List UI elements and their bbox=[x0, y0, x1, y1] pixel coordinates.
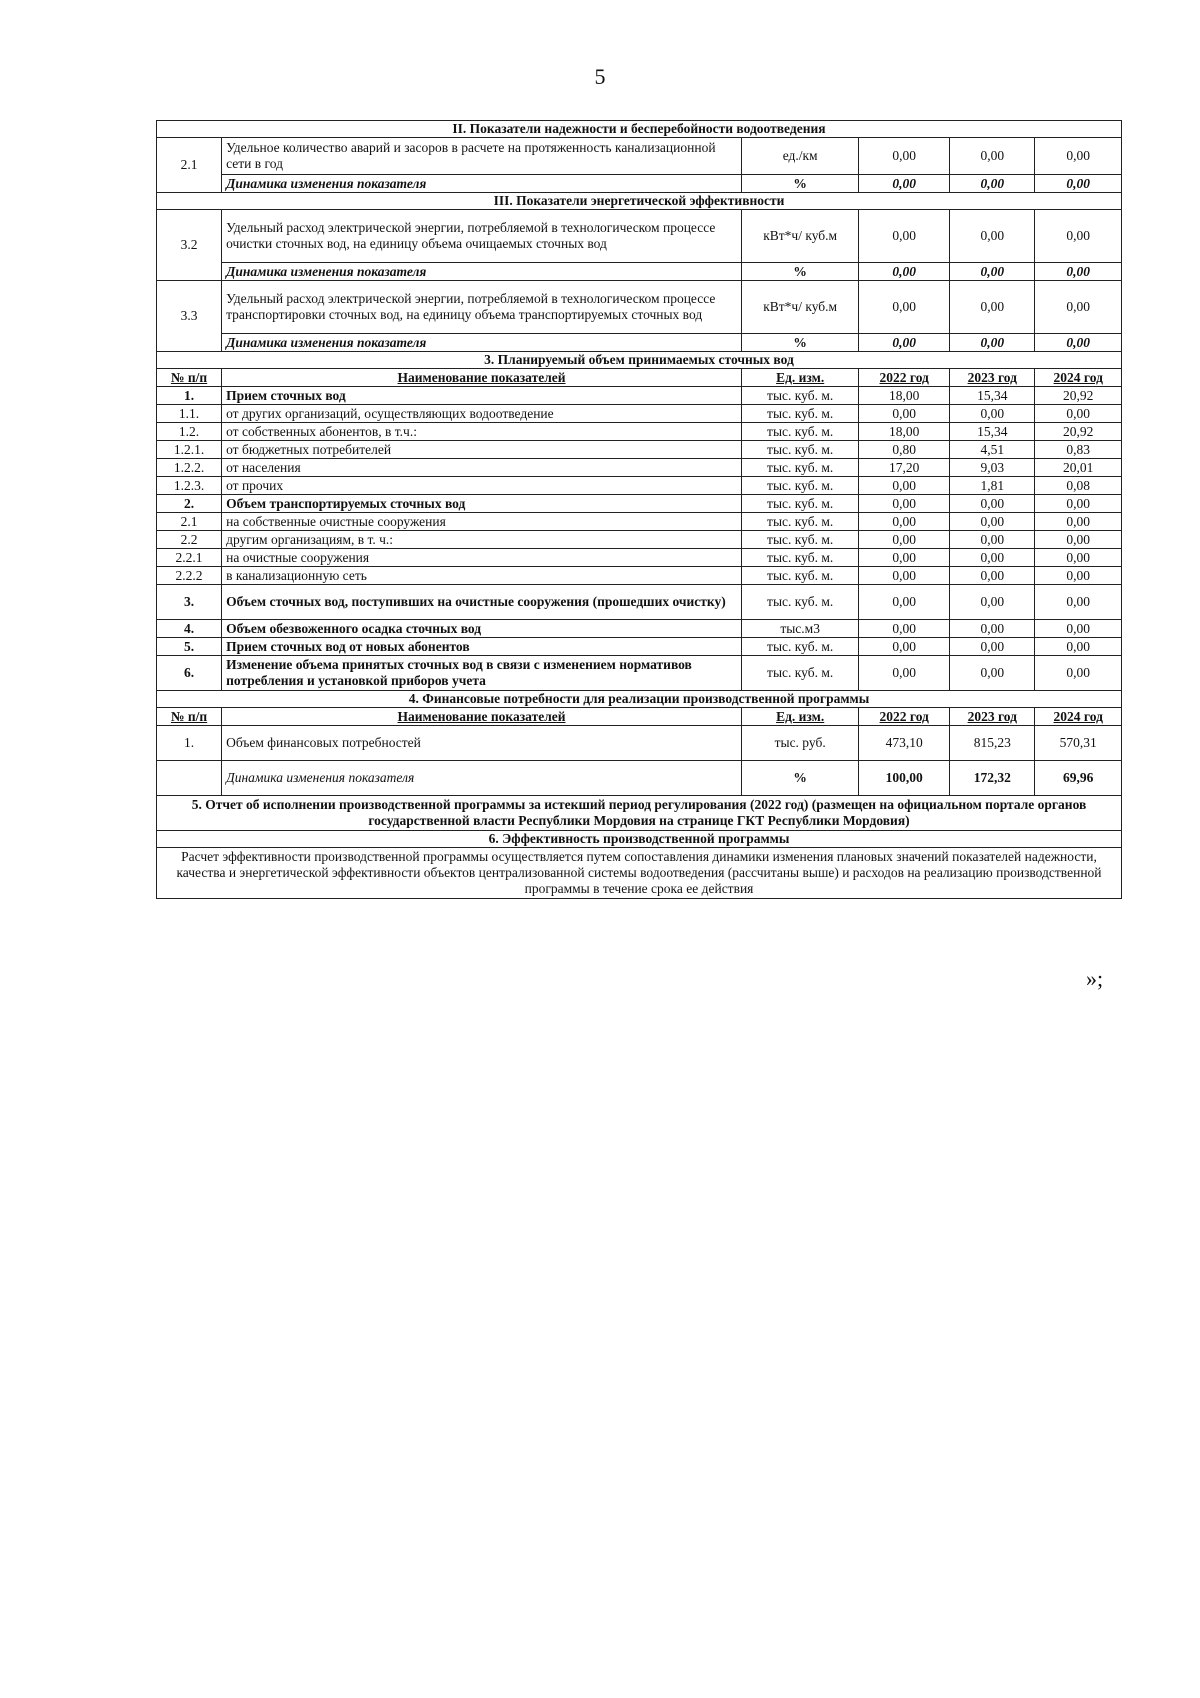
indicator-name: Объем финансовых потребностей bbox=[222, 726, 742, 761]
indicator-name: Удельное количество аварий и засоров в расчете на протяженность канализационной сети в год bbox=[222, 138, 742, 175]
row-number: 1.2.2. bbox=[157, 459, 222, 477]
value-2022: 0,00 bbox=[859, 263, 950, 281]
row-number: 4. bbox=[157, 620, 222, 638]
row-number: 2.1 bbox=[157, 513, 222, 531]
volume-header-row bbox=[157, 369, 1122, 387]
row-number: 2.2 bbox=[157, 531, 222, 549]
value-2024: 0,00 bbox=[1035, 585, 1122, 620]
value-2024: 0,00 bbox=[1035, 405, 1122, 423]
value-2023: 1,81 bbox=[950, 477, 1035, 495]
section-reliability bbox=[157, 121, 1122, 138]
unit-cell: ед./км bbox=[741, 138, 858, 175]
unit-cell: тыс. куб. м. bbox=[741, 441, 858, 459]
header-num: № п/п bbox=[157, 708, 222, 726]
indicator-name: от бюджетных потребителей bbox=[222, 441, 742, 459]
indicator-name: Объем сточных вод, поступивших на очистные сооружения (прошедших очистку) bbox=[222, 585, 742, 620]
indicator-name: Прием сточных вод от новых абонентов bbox=[222, 638, 742, 656]
unit-cell: тыс. куб. м. bbox=[741, 459, 858, 477]
header-unit: Ед. изм. bbox=[741, 708, 858, 726]
value-2024: 20,92 bbox=[1035, 423, 1122, 441]
empty-cell bbox=[157, 761, 222, 796]
page-number: 5 bbox=[594, 64, 606, 89]
table-row bbox=[157, 459, 1122, 477]
program-table bbox=[156, 120, 1122, 899]
value-2022: 0,00 bbox=[859, 495, 950, 513]
table-row bbox=[157, 513, 1122, 531]
value-2024: 0,08 bbox=[1035, 477, 1122, 495]
header-y2023: 2023 год bbox=[950, 369, 1035, 387]
unit-cell: тыс. куб. м. bbox=[741, 405, 858, 423]
closing-quote-mark: »; bbox=[1086, 966, 1104, 991]
dynamics-row bbox=[157, 175, 1122, 193]
indicator-name: Удельный расход электрической энергии, потребляемой в технологическом процессе транспортировки сточных вод, на единицу объема транспортируемых сточных вод bbox=[222, 281, 742, 334]
row-number: 1.1. bbox=[157, 405, 222, 423]
section-reliability-title: II. Показатели надежности и бесперебойности водоотведения bbox=[157, 121, 1122, 138]
value-2024: 0,00 bbox=[1035, 656, 1122, 691]
value-2023: 0,00 bbox=[950, 263, 1035, 281]
table-row bbox=[157, 567, 1122, 585]
value-2023: 0,00 bbox=[950, 549, 1035, 567]
table-row bbox=[157, 620, 1122, 638]
unit-cell: тыс. куб. м. bbox=[741, 423, 858, 441]
value-2023: 172,32 bbox=[950, 761, 1035, 796]
header-y2024: 2024 год bbox=[1035, 708, 1122, 726]
section-report-title: 5. Отчет об исполнении производственной программы за истекший период регулирования (2022 год) (размещен на официальном портале органов государственной власти Республики Мордовия на странице ГКТ Республики Мордовия) bbox=[157, 796, 1122, 831]
unit-cell: тыс. куб. м. bbox=[741, 549, 858, 567]
value-2023: 0,00 bbox=[950, 620, 1035, 638]
table-row bbox=[157, 585, 1122, 620]
value-2022: 18,00 bbox=[859, 423, 950, 441]
indicator-name: Изменение объема принятых сточных вод в связи с изменением нормативов потребления и установкой приборов учета bbox=[222, 656, 742, 691]
unit-cell: тыс.м3 bbox=[741, 620, 858, 638]
unit-cell: % bbox=[741, 175, 858, 193]
dynamics-row bbox=[157, 334, 1122, 352]
value-2024: 0,00 bbox=[1035, 531, 1122, 549]
value-2022: 100,00 bbox=[859, 761, 950, 796]
unit-cell: кВт*ч/ куб.м bbox=[741, 210, 858, 263]
table-row bbox=[157, 656, 1122, 691]
value-2024: 69,96 bbox=[1035, 761, 1122, 796]
row-number: 3.3 bbox=[157, 281, 222, 352]
indicator-name: Объем транспортируемых сточных вод bbox=[222, 495, 742, 513]
value-2023: 0,00 bbox=[950, 138, 1035, 175]
row-number: 6. bbox=[157, 656, 222, 691]
dynamics-row bbox=[157, 263, 1122, 281]
value-2024: 0,83 bbox=[1035, 441, 1122, 459]
value-2023: 815,23 bbox=[950, 726, 1035, 761]
value-2022: 0,00 bbox=[859, 513, 950, 531]
efficiency-text-row bbox=[157, 848, 1122, 899]
value-2022: 0,00 bbox=[859, 138, 950, 175]
row-number: 3. bbox=[157, 585, 222, 620]
value-2022: 17,20 bbox=[859, 459, 950, 477]
header-name: Наименование показателей bbox=[222, 708, 742, 726]
row-number: 1.2.3. bbox=[157, 477, 222, 495]
table-row bbox=[157, 423, 1122, 441]
indicator-name: в канализационную сеть bbox=[222, 567, 742, 585]
dynamics-row bbox=[157, 761, 1122, 796]
value-2022: 0,00 bbox=[859, 620, 950, 638]
value-2024: 0,00 bbox=[1035, 549, 1122, 567]
indicator-name: от населения bbox=[222, 459, 742, 477]
value-2022: 0,00 bbox=[859, 585, 950, 620]
table-row bbox=[157, 726, 1122, 761]
value-2023: 0,00 bbox=[950, 210, 1035, 263]
row-number: 2. bbox=[157, 495, 222, 513]
header-name: Наименование показателей bbox=[222, 369, 742, 387]
value-2023: 0,00 bbox=[950, 334, 1035, 352]
dynamics-label: Динамика изменения показателя bbox=[222, 761, 742, 796]
value-2023: 4,51 bbox=[950, 441, 1035, 459]
value-2023: 9,03 bbox=[950, 459, 1035, 477]
value-2024: 0,00 bbox=[1035, 495, 1122, 513]
value-2023: 0,00 bbox=[950, 175, 1035, 193]
value-2022: 0,00 bbox=[859, 549, 950, 567]
header-num: № п/п bbox=[157, 369, 222, 387]
value-2023: 15,34 bbox=[950, 387, 1035, 405]
unit-cell: тыс. куб. м. bbox=[741, 656, 858, 691]
section-finance bbox=[157, 691, 1122, 708]
unit-cell: тыс. куб. м. bbox=[741, 567, 858, 585]
table-row bbox=[157, 281, 1122, 334]
table-row bbox=[157, 531, 1122, 549]
value-2022: 0,00 bbox=[859, 210, 950, 263]
dynamics-label: Динамика изменения показателя bbox=[222, 263, 742, 281]
section-energy-title: III. Показатели энергетической эффективности bbox=[157, 193, 1122, 210]
value-2022: 0,00 bbox=[859, 531, 950, 549]
table-row bbox=[157, 405, 1122, 423]
section-efficiency bbox=[157, 831, 1122, 848]
unit-cell: % bbox=[741, 334, 858, 352]
value-2022: 0,00 bbox=[859, 477, 950, 495]
row-number: 5. bbox=[157, 638, 222, 656]
row-number: 1.2. bbox=[157, 423, 222, 441]
unit-cell: тыс. куб. м. bbox=[741, 531, 858, 549]
value-2023: 0,00 bbox=[950, 495, 1035, 513]
value-2022: 0,00 bbox=[859, 656, 950, 691]
table-row bbox=[157, 477, 1122, 495]
dynamics-label: Динамика изменения показателя bbox=[222, 175, 742, 193]
table-row bbox=[157, 387, 1122, 405]
indicator-name: от собственных абонентов, в т.ч.: bbox=[222, 423, 742, 441]
value-2023: 0,00 bbox=[950, 585, 1035, 620]
indicator-name: на очистные сооружения bbox=[222, 549, 742, 567]
efficiency-text: Расчет эффективности производственной программы осуществляется путем сопоставления динамики изменения плановых значений показателей надежности, качества и энергетической эффективности объектов централизованной системы водоотведения (рассчитаны выше) и расходов на реализацию производственной программы в течение срока ее действия bbox=[157, 848, 1122, 899]
unit-cell: кВт*ч/ куб.м bbox=[741, 281, 858, 334]
indicator-name: Прием сточных вод bbox=[222, 387, 742, 405]
value-2024: 20,92 bbox=[1035, 387, 1122, 405]
unit-cell: тыс. куб. м. bbox=[741, 387, 858, 405]
value-2024: 0,00 bbox=[1035, 281, 1122, 334]
table-row bbox=[157, 138, 1122, 175]
unit-cell: тыс. руб. bbox=[741, 726, 858, 761]
unit-cell: тыс. куб. м. bbox=[741, 585, 858, 620]
row-number: 1. bbox=[157, 726, 222, 761]
table-row bbox=[157, 210, 1122, 263]
section-report bbox=[157, 796, 1122, 831]
value-2024: 0,00 bbox=[1035, 210, 1122, 263]
section-efficiency-title: 6. Эффективность производственной программы bbox=[157, 831, 1122, 848]
row-number: 2.1 bbox=[157, 138, 222, 193]
unit-cell: тыс. куб. м. bbox=[741, 495, 858, 513]
indicator-name: от других организаций, осуществляющих водоотведение bbox=[222, 405, 742, 423]
unit-cell: тыс. куб. м. bbox=[741, 638, 858, 656]
value-2022: 0,00 bbox=[859, 638, 950, 656]
value-2024: 570,31 bbox=[1035, 726, 1122, 761]
header-unit: Ед. изм. bbox=[741, 369, 858, 387]
value-2023: 0,00 bbox=[950, 638, 1035, 656]
value-2022: 0,00 bbox=[859, 334, 950, 352]
value-2024: 0,00 bbox=[1035, 620, 1122, 638]
header-y2022: 2022 год bbox=[859, 708, 950, 726]
unit-cell: тыс. куб. м. bbox=[741, 477, 858, 495]
value-2024: 0,00 bbox=[1035, 513, 1122, 531]
header-y2023: 2023 год bbox=[950, 708, 1035, 726]
value-2022: 0,00 bbox=[859, 175, 950, 193]
header-y2024: 2024 год bbox=[1035, 369, 1122, 387]
table-row bbox=[157, 638, 1122, 656]
indicator-name: другим организациям, в т. ч.: bbox=[222, 531, 742, 549]
value-2022: 0,00 bbox=[859, 281, 950, 334]
row-number: 1. bbox=[157, 387, 222, 405]
value-2024: 0,00 bbox=[1035, 567, 1122, 585]
value-2023: 0,00 bbox=[950, 567, 1035, 585]
value-2023: 0,00 bbox=[950, 656, 1035, 691]
row-number: 2.2.2 bbox=[157, 567, 222, 585]
section-finance-title: 4. Финансовые потребности для реализации производственной программы bbox=[157, 691, 1122, 708]
row-number: 3.2 bbox=[157, 210, 222, 281]
value-2023: 0,00 bbox=[950, 531, 1035, 549]
value-2022: 0,00 bbox=[859, 405, 950, 423]
table-row bbox=[157, 441, 1122, 459]
indicator-name: от прочих bbox=[222, 477, 742, 495]
value-2024: 0,00 bbox=[1035, 638, 1122, 656]
row-number: 2.2.1 bbox=[157, 549, 222, 567]
indicator-name: Объем обезвоженного осадка сточных вод bbox=[222, 620, 742, 638]
unit-cell: % bbox=[741, 263, 858, 281]
unit-cell: тыс. куб. м. bbox=[741, 513, 858, 531]
section-volume-title: 3. Планируемый объем принимаемых сточных вод bbox=[157, 352, 1122, 369]
value-2024: 0,00 bbox=[1035, 175, 1122, 193]
value-2024: 0,00 bbox=[1035, 138, 1122, 175]
header-y2022: 2022 год bbox=[859, 369, 950, 387]
value-2023: 0,00 bbox=[950, 513, 1035, 531]
finance-header-row bbox=[157, 708, 1122, 726]
value-2023: 0,00 bbox=[950, 405, 1035, 423]
value-2024: 0,00 bbox=[1035, 263, 1122, 281]
value-2024: 0,00 bbox=[1035, 334, 1122, 352]
value-2024: 20,01 bbox=[1035, 459, 1122, 477]
value-2023: 0,00 bbox=[950, 281, 1035, 334]
row-number: 1.2.1. bbox=[157, 441, 222, 459]
indicator-name: на собственные очистные сооружения bbox=[222, 513, 742, 531]
value-2022: 18,00 bbox=[859, 387, 950, 405]
value-2022: 0,00 bbox=[859, 567, 950, 585]
table-row bbox=[157, 549, 1122, 567]
table-row bbox=[157, 495, 1122, 513]
value-2023: 15,34 bbox=[950, 423, 1035, 441]
indicator-name: Удельный расход электрической энергии, потребляемой в технологическом процессе очистки сточных вод, на единицу объема очищаемых сточных вод bbox=[222, 210, 742, 263]
value-2022: 473,10 bbox=[859, 726, 950, 761]
section-energy bbox=[157, 193, 1122, 210]
value-2022: 0,80 bbox=[859, 441, 950, 459]
dynamics-label: Динамика изменения показателя bbox=[222, 334, 742, 352]
section-volume bbox=[157, 352, 1122, 369]
unit-cell: % bbox=[741, 761, 858, 796]
